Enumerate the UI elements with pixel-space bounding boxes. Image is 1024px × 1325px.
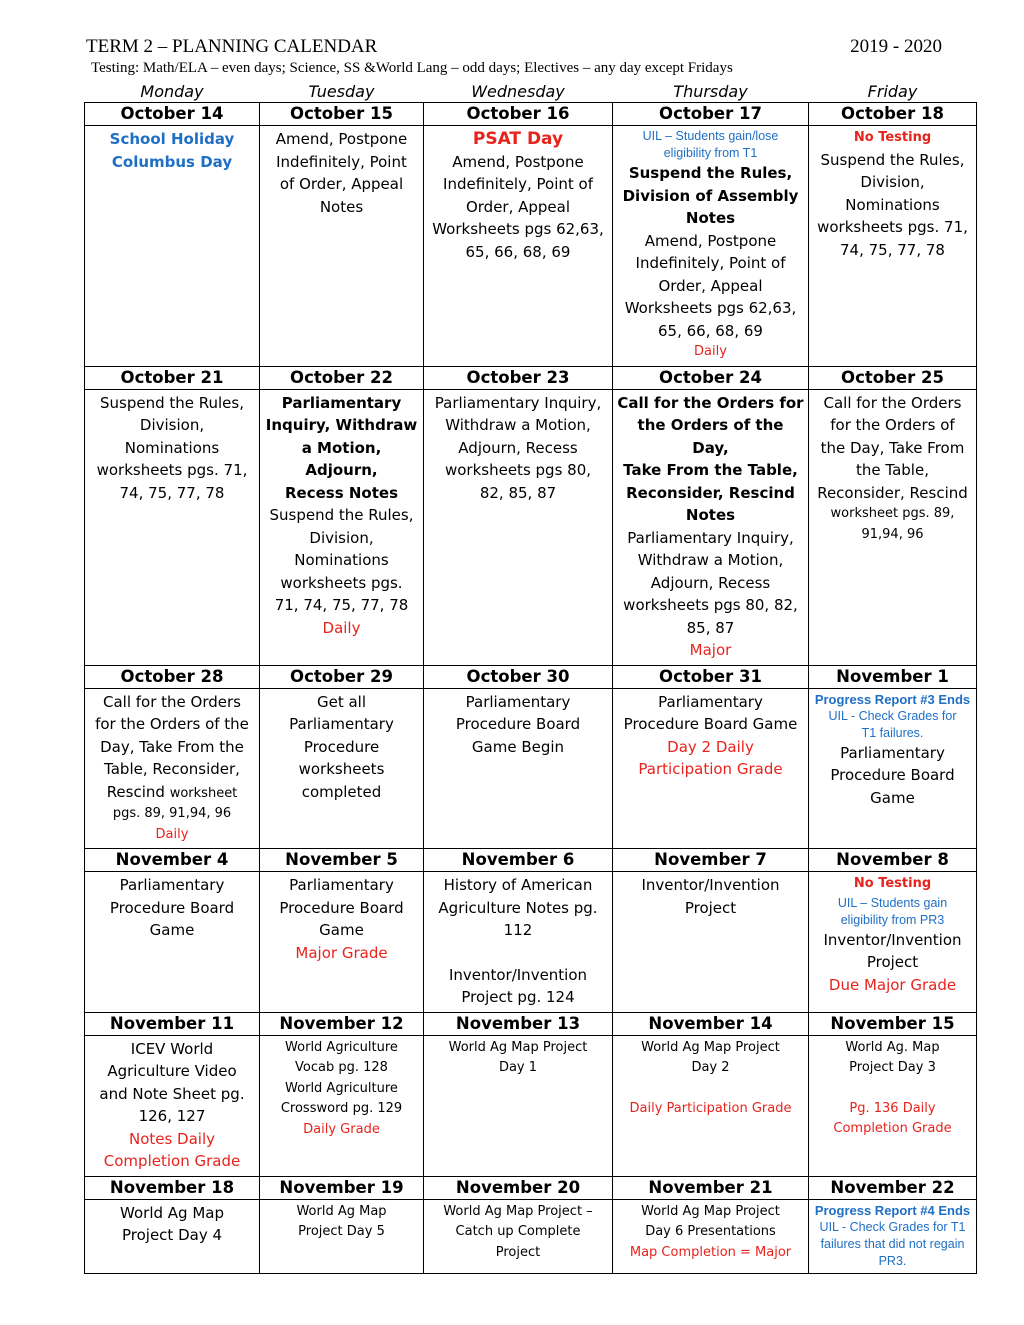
activity-cell <box>809 872 977 1013</box>
grade-label: Pg. 136 Daily <box>849 1100 936 1116</box>
activity-line: Recess Notes <box>285 483 398 502</box>
activity-line: Parliamentary <box>289 715 394 733</box>
activity-line: Procedure Board <box>109 898 235 917</box>
activity-line: Game <box>149 921 195 939</box>
activity-line: worksheets pgs. 71, <box>817 218 968 236</box>
activity-cell <box>424 872 613 1013</box>
activity-line: Day 2 <box>691 1060 730 1075</box>
date-cell: October 28 <box>85 665 260 688</box>
date-row <box>85 1012 977 1035</box>
activity-line: Project Day 3 <box>849 1060 936 1075</box>
date-cell: November 18 <box>85 1176 260 1199</box>
activity-line: worksheets pgs 80, <box>444 461 592 479</box>
activity-cell <box>85 688 260 849</box>
date-row <box>85 849 977 872</box>
testing-note: Testing: Math/ELA – even days; Science, SS &World Lang – odd days; Electives – any day except Fridays <box>91 60 733 76</box>
activity-line: the Table, <box>856 461 929 479</box>
activity-line: Order, Appeal <box>658 276 763 295</box>
activity-line: Parliamentary <box>119 876 225 894</box>
activity-cell <box>613 688 809 849</box>
date-cell: October 17 <box>613 103 809 126</box>
activity-line: World Ag Map Project <box>641 1203 780 1219</box>
activity-line: Crossword pg. 129 <box>280 1101 403 1116</box>
activity-line: Vocab pg. 128 <box>295 1060 388 1075</box>
date-cell: October 22 <box>260 366 424 389</box>
activity-line: Day 1 <box>498 1060 538 1075</box>
activity-line: World Ag Map Project <box>641 1039 780 1055</box>
date-cell: November 7 <box>613 849 809 872</box>
activity-line: 112 <box>503 921 533 939</box>
activity-row <box>85 872 977 1013</box>
uil-note: T1 failures. <box>861 725 924 740</box>
grade-label: Daily <box>694 344 727 359</box>
activity-line: Inquiry, Withdraw <box>265 416 418 434</box>
date-cell: November 22 <box>809 1176 977 1199</box>
activity-cell <box>85 1199 260 1273</box>
activity-cell <box>613 1199 809 1273</box>
activity-line: Inventor/Invention <box>448 965 588 984</box>
activity-cell <box>85 389 260 665</box>
activity-line: 126, 127 <box>138 1107 206 1125</box>
event-label: PSAT Day <box>472 129 564 149</box>
activity-line: Procedure Board Game <box>623 715 798 733</box>
spacer <box>813 1079 972 1099</box>
activity-line: World Ag. Map <box>845 1039 940 1055</box>
activity-cell <box>85 1035 260 1176</box>
activity-line: Day, Take From the <box>100 737 244 756</box>
grade-label: Daily <box>322 618 361 637</box>
activity-cell <box>424 688 613 849</box>
activity-line: and Note Sheet pg. <box>99 1084 245 1103</box>
activity-cell <box>809 126 977 367</box>
activity-line: Game <box>319 921 364 939</box>
activity-cell <box>85 872 260 1013</box>
activity-line: Parliamentary Inquiry, <box>434 393 602 412</box>
activity-line: Project Day 5 <box>298 1224 385 1239</box>
activity-line: Game <box>870 788 915 807</box>
grade-label: Daily Grade <box>303 1121 380 1137</box>
date-cell: October 15 <box>260 103 424 126</box>
activity-line: a Motion, Adjourn, <box>301 438 382 479</box>
date-cell: November 12 <box>260 1012 424 1035</box>
activity-line: World Agriculture <box>285 1080 398 1096</box>
date-cell: November 13 <box>424 1012 613 1035</box>
no-testing-label: No Testing <box>853 876 932 891</box>
activity-line: Procedure <box>303 737 380 756</box>
spacer <box>617 1079 804 1099</box>
date-cell: November 14 <box>613 1012 809 1035</box>
activity-cell <box>424 1199 613 1273</box>
date-cell: October 23 <box>424 366 613 389</box>
activity-line: World Ag Map <box>296 1203 387 1219</box>
activity-line: Division of Assembly <box>622 186 799 205</box>
activity-line: Agriculture Video <box>107 1062 237 1080</box>
date-cell: October 30 <box>424 665 613 688</box>
date-cell: October 16 <box>424 103 613 126</box>
activity-line: Nominations <box>294 551 389 569</box>
activity-line: Suspend the Rules, <box>628 164 793 182</box>
activity-line: Amend, Postpone <box>644 231 777 250</box>
activity-cell <box>809 389 977 665</box>
uil-note: eligibility from T1 <box>663 146 758 160</box>
date-cell: November 5 <box>260 849 424 872</box>
activity-line: Parliamentary <box>840 743 945 762</box>
activity-line: World Agriculture <box>285 1039 398 1055</box>
activity-line: Worksheets pgs 62,63, <box>624 299 797 317</box>
activity-line: Procedure Board <box>455 715 581 733</box>
activity-line: 91,94, 96 <box>861 526 924 542</box>
activity-cell <box>424 389 613 665</box>
date-cell: November 19 <box>260 1176 424 1199</box>
activity-line: Take From the Table, <box>623 461 798 479</box>
weekday-friday: Friday <box>809 80 977 103</box>
grade-label: Due Major Grade <box>828 975 957 994</box>
date-cell: November 6 <box>424 849 613 872</box>
no-testing-label: No Testing <box>853 130 932 145</box>
uil-note: PR3. <box>878 1253 907 1268</box>
activity-line: worksheets pgs. 71, <box>96 461 248 479</box>
activity-line: Notes <box>319 197 364 216</box>
activity-cell <box>260 1199 424 1273</box>
activity-line: Project Day 4 <box>121 1226 223 1244</box>
activity-row <box>85 126 977 367</box>
date-cell: October 31 <box>613 665 809 688</box>
activity-cell <box>260 126 424 367</box>
activity-line: for the Orders of <box>830 416 955 434</box>
activity-line: 71, 74, 75, 77, 78 <box>274 596 409 614</box>
activity-line: Amend, Postpone <box>275 130 408 148</box>
activity-line: 85, 87 <box>686 618 735 637</box>
activity-line: Parliamentary Inquiry, <box>627 528 794 547</box>
activity-line: 65, 66, 68, 69 <box>658 321 763 340</box>
title-row <box>86 36 942 60</box>
spacer <box>428 942 608 964</box>
date-row <box>85 665 977 688</box>
activity-line: worksheet pgs. 89, <box>830 506 955 521</box>
date-cell: November 11 <box>85 1012 260 1035</box>
activity-line: 74, 75, 77, 78 <box>840 240 945 259</box>
grade-label: Completion Grade <box>103 1152 241 1170</box>
activity-line: Suspend the Rules, <box>99 393 244 412</box>
activity-line: Get all <box>316 692 367 711</box>
activity-line: Project pg. 124 <box>461 988 575 1006</box>
activity-row <box>85 1199 977 1273</box>
grade-label: Daily <box>155 826 189 842</box>
activity-line: Indefinitely, Point <box>276 152 407 171</box>
uil-note: eligibility from PR3 <box>840 912 945 927</box>
activity-line: Call for the Orders <box>823 393 962 412</box>
activity-line: Project <box>866 953 919 971</box>
activity-line: worksheet <box>169 785 238 801</box>
date-cell: November 15 <box>809 1012 977 1035</box>
activity-line: ICEV World <box>130 1039 214 1058</box>
activity-line: Suspend the Rules, <box>269 506 414 524</box>
grade-label: Major Grade <box>295 943 388 962</box>
holiday-label: Columbus Day <box>111 152 233 171</box>
grade-label: Major <box>689 641 732 659</box>
activity-line: Suspend the Rules, <box>820 150 965 169</box>
activity-cell <box>424 126 613 367</box>
activity-line: Agriculture Notes pg. <box>438 898 598 917</box>
activity-line: Withdraw a Motion, <box>637 551 784 569</box>
activity-line: World Ag Map Project – <box>443 1203 593 1219</box>
activity-line: Withdraw a Motion, <box>445 416 591 434</box>
grade-label: Day 2 Daily <box>667 737 754 756</box>
date-row <box>85 1176 977 1199</box>
date-cell: October 21 <box>85 366 260 389</box>
activity-line: pgs. 89, 91,94, 96 <box>112 806 232 821</box>
activity-line: Procedure Board <box>830 766 955 784</box>
uil-note: UIL - Check Grades for <box>828 708 957 723</box>
activity-line: Notes <box>685 209 736 227</box>
activity-line: Project <box>495 1244 541 1260</box>
activity-line: Procedure Board <box>279 898 404 917</box>
date-row <box>85 366 977 389</box>
activity-line: Parliamentary <box>281 393 402 412</box>
activity-line: Parliamentary <box>465 692 571 711</box>
activity-line: Parliamentary <box>658 692 763 711</box>
activity-cell <box>809 1035 977 1176</box>
activity-line: Catch up Complete <box>455 1224 581 1239</box>
date-cell: November 20 <box>424 1176 613 1199</box>
grade-label: Map Completion = Major <box>629 1244 792 1260</box>
activity-cell <box>809 688 977 849</box>
activity-line: World Ag Map <box>120 1203 224 1222</box>
activity-cell <box>260 872 424 1013</box>
activity-cell <box>613 872 809 1013</box>
activity-line: Project <box>684 898 737 917</box>
activity-row <box>85 688 977 849</box>
activity-line: 74, 75, 77, 78 <box>119 483 225 502</box>
date-cell: November 21 <box>613 1176 809 1199</box>
activity-cell <box>613 389 809 665</box>
activity-line: History of American <box>443 876 593 894</box>
activity-line: worksheets <box>298 760 385 778</box>
activity-line: Game Begin <box>471 737 565 756</box>
planning-calendar-table <box>84 80 977 1274</box>
date-cell: October 24 <box>613 366 809 389</box>
progress-report-label: Progress Report #4 Ends <box>814 1202 971 1218</box>
activity-line: Reconsider, Rescind <box>817 483 968 502</box>
weekday-header-row <box>85 80 977 103</box>
activity-line: Call for the Orders for <box>617 393 804 412</box>
activity-line: Nominations <box>845 195 940 214</box>
activity-row <box>85 1035 977 1176</box>
activity-line: worksheets pgs. <box>280 573 403 592</box>
activity-line: Rescind <box>106 782 165 801</box>
uil-note: UIL – Students gain/lose <box>642 129 779 143</box>
activity-row <box>85 389 977 665</box>
activity-line: worksheets pgs 80, 82, <box>623 596 798 614</box>
activity-line: Adjourn, Recess <box>650 573 771 592</box>
date-cell: October 29 <box>260 665 424 688</box>
holiday-label: School Holiday <box>109 130 235 148</box>
activity-line: for the Orders of the <box>95 715 249 733</box>
activity-line: Order, Appeal <box>465 197 571 216</box>
grade-label: Notes Daily <box>128 1129 216 1148</box>
page-title: TERM 2 – PLANNING CALENDAR <box>86 36 378 57</box>
grade-label: Participation Grade <box>638 760 783 778</box>
activity-line: 65, 66, 68, 69 <box>465 242 571 261</box>
activity-line: Notes <box>685 506 736 524</box>
activity-line: Parliamentary <box>289 876 394 894</box>
activity-line: Indefinitely, Point of <box>443 175 593 193</box>
activity-cell <box>260 389 424 665</box>
activity-line: Reconsider, Rescind <box>626 483 795 502</box>
activity-line: Table, Reconsider, <box>104 760 240 778</box>
activity-line: Division, <box>139 416 205 434</box>
grade-label: Completion Grade <box>833 1121 952 1136</box>
uil-note: UIL - Check Grades for T1 <box>819 1219 966 1234</box>
activity-line: completed <box>301 782 382 801</box>
date-cell: October 18 <box>809 103 977 126</box>
date-cell: November 4 <box>85 849 260 872</box>
uil-note: failures that did not regain <box>820 1236 965 1251</box>
activity-line: World Ag Map Project <box>448 1039 588 1055</box>
activity-cell <box>260 688 424 849</box>
activity-line: Day 6 Presentations <box>645 1224 776 1239</box>
activity-line: Call for the Orders <box>103 692 241 711</box>
activity-line: the Orders of the Day, <box>637 416 784 457</box>
activity-line: 82, 85, 87 <box>479 483 557 502</box>
activity-cell <box>424 1035 613 1176</box>
activity-line: Inventor/Invention <box>823 930 962 949</box>
activity-line: the Day, Take From <box>820 438 965 457</box>
weekday-thursday: Thursday <box>613 80 809 103</box>
activity-cell <box>613 126 809 367</box>
uil-note: UIL – Students gain <box>837 895 948 910</box>
activity-line: Indefinitely, Point of <box>635 254 786 272</box>
school-year: 2019 - 2020 <box>850 36 942 57</box>
activity-line: Division, <box>860 173 925 191</box>
weekday-monday: Monday <box>85 80 260 103</box>
weekday-tuesday: Tuesday <box>260 80 424 103</box>
activity-line: Division, <box>309 528 374 547</box>
date-cell: November 1 <box>809 665 977 688</box>
activity-line: Worksheets pgs 62,63, <box>432 220 604 238</box>
activity-cell <box>809 1199 977 1273</box>
activity-cell <box>85 126 260 367</box>
activity-line: Amend, Postpone <box>452 152 584 171</box>
activity-cell <box>613 1035 809 1176</box>
progress-report-label: Progress Report #3 Ends <box>814 691 971 707</box>
date-cell: October 25 <box>809 366 977 389</box>
activity-line: Inventor/Invention <box>641 876 780 894</box>
date-row <box>85 103 977 126</box>
activity-line: of Order, Appeal <box>279 175 404 193</box>
date-cell: October 14 <box>85 103 260 126</box>
date-cell: November 8 <box>809 849 977 872</box>
grade-label: Daily Participation Grade <box>629 1100 792 1116</box>
weekday-wednesday: Wednesday <box>424 80 613 103</box>
activity-cell <box>260 1035 424 1176</box>
activity-line: Nominations <box>124 438 220 457</box>
activity-line: Adjourn, Recess <box>458 438 578 457</box>
